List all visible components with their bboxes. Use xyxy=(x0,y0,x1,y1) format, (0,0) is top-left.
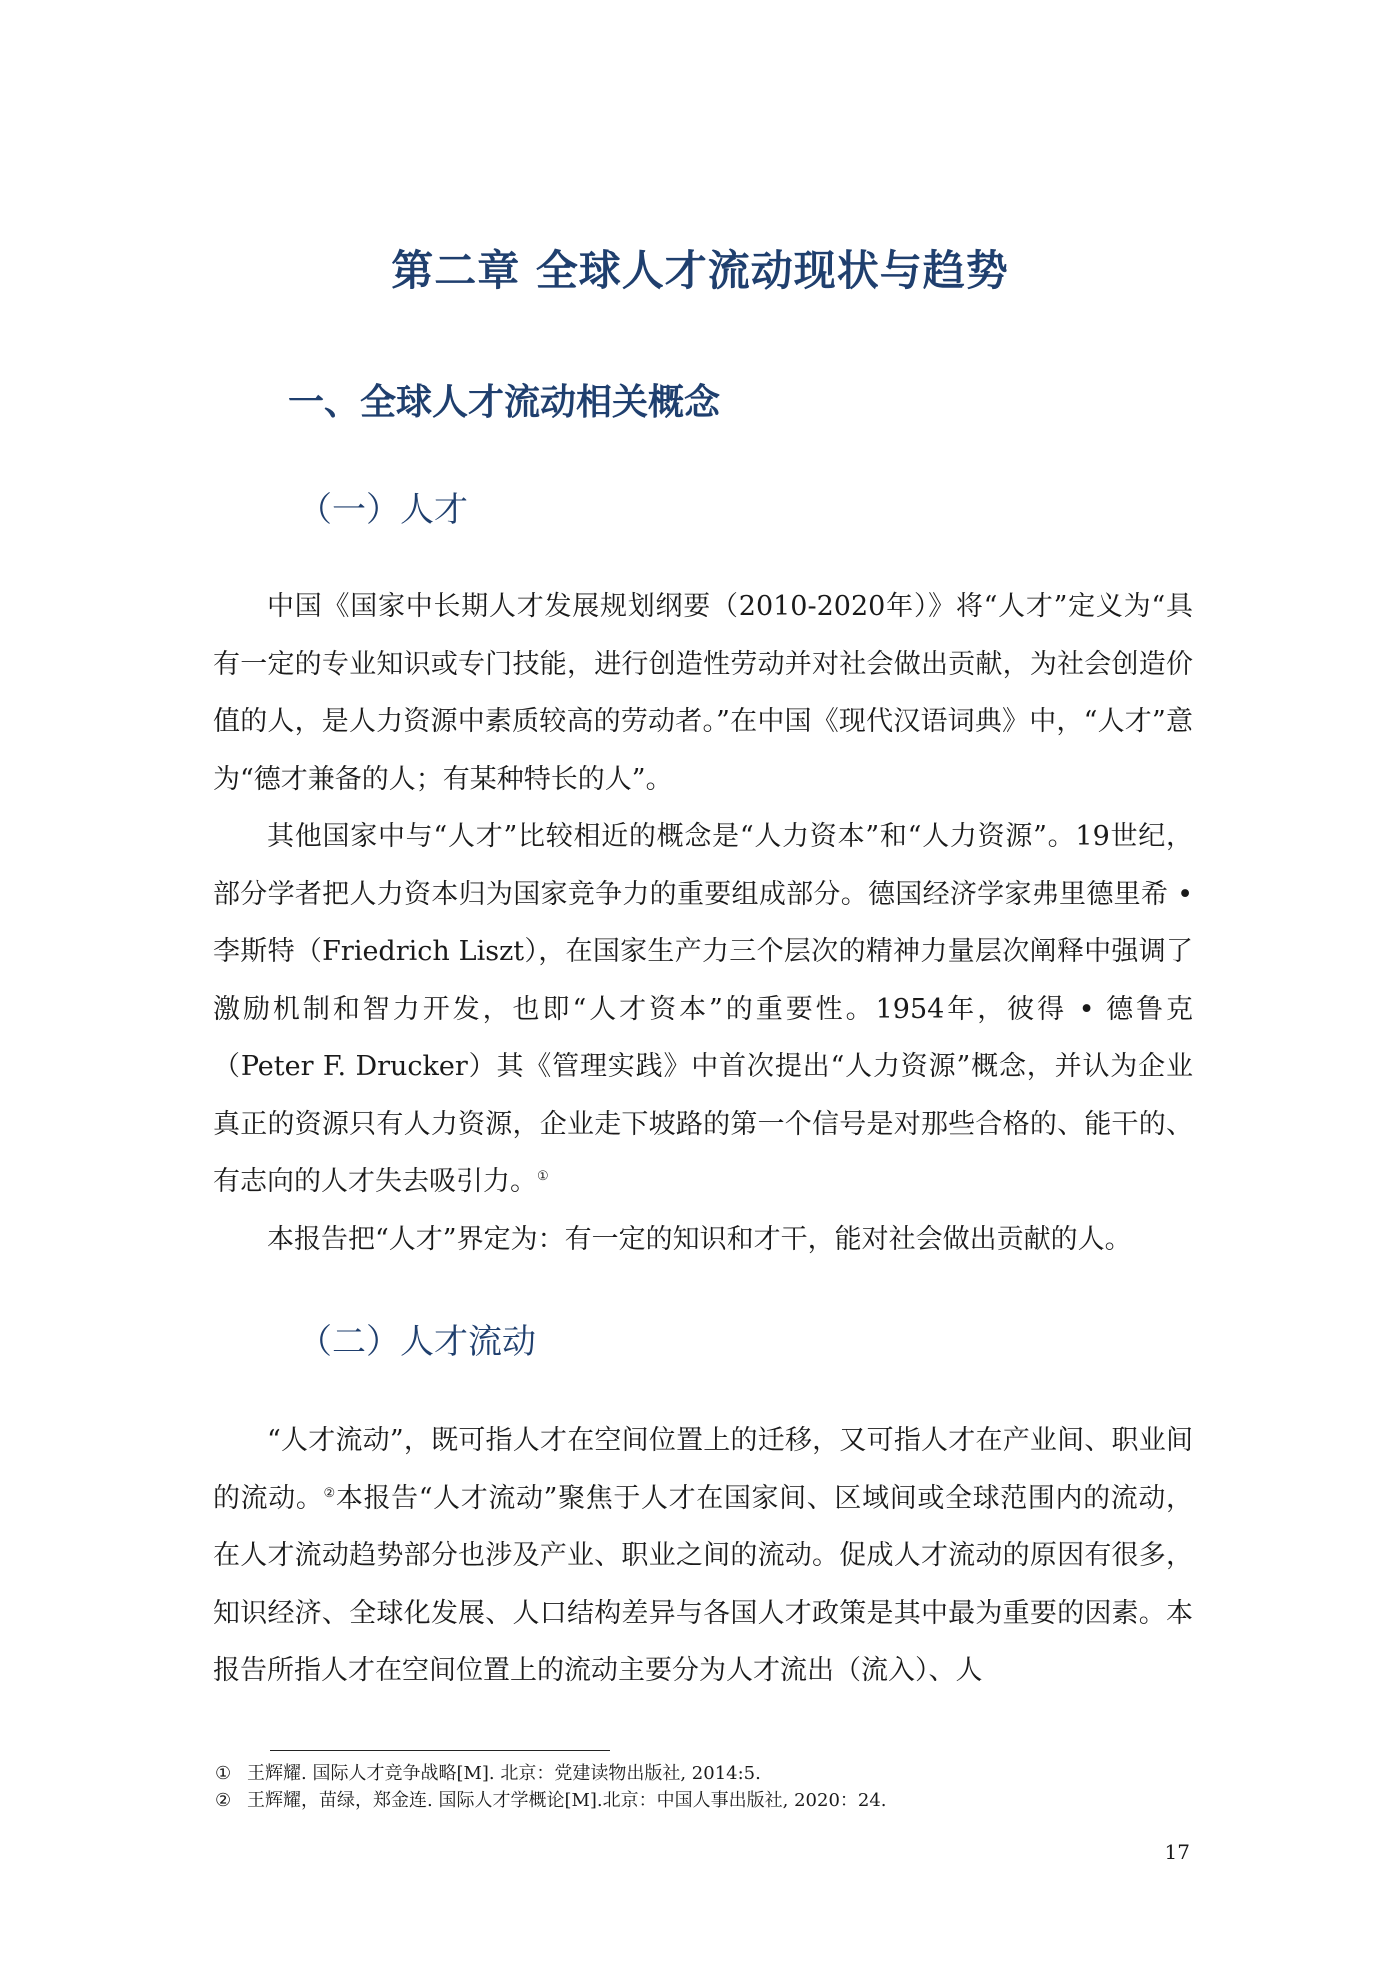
subsection-title-talent: （一）人才 xyxy=(298,490,468,530)
footnote-text: 王辉耀. 国际人才竞争战略[M]. 北京：党建读物出版社, 2014:5. xyxy=(247,1763,761,1784)
footnote-mark: ① xyxy=(215,1763,232,1784)
paragraph xyxy=(213,578,1193,808)
paragraph xyxy=(213,1211,1193,1269)
subsection-body-talent xyxy=(213,578,1193,1268)
paragraph-text: 本报告“人才流动”聚焦于人才在国家间、区域间或全球范围内的流动，在人才流动趋势部分也涉及产业、职业之间的流动。促成人才流动的原因有很多，知识经济、全球化发展、人口结构差异与各国人才政策是其中最为重要的因素。本报告所指人才在空间位置上的流动主要分为人才流出（流入）、人 xyxy=(213,1482,1194,1686)
subsection-title-talent-mobility: （二）人才流动 xyxy=(298,1322,536,1362)
footnote-reference: ② xyxy=(323,1485,336,1501)
paragraph-text: 中国《国家中长期人才发展规划纲要（2010-2020年）》将“人才”定义为“具有一定的专业知识或专门技能，进行创造性劳动并对社会做出贡献，为社会创造价值的人，是人力资源中素质较高的劳动者。”在中国《现代汉语词典》中，“人才”意为“德才兼备的人；有某种特长的人”。 xyxy=(213,591,1193,795)
section-title: 一、全球人才流动相关概念 xyxy=(288,382,721,423)
paragraph-text: 其他国家中与“人才”比较相近的概念是“人力资本”和“人力资源”。19世纪，部分学者把人力资本归为国家竞争力的重要组成部分。德国经济学家弗里德里希 • 李斯特（Friedrich Liszt），在国家生产力三个层次的精神力量层次阐释中强调了激励机制和智力开发，也即“人才资本”的重要性。1954年，彼得 • 德鲁克（Peter F. Drucker）其《管理实践》中首次提出“人力资源”概念，并认为企业真正的资源只有人力资源，企业走下坡路的第一个信号是对那些合格的、能干的、有志向的人才失去吸引力。 xyxy=(213,821,1193,1197)
footnote-mark: ② xyxy=(215,1790,232,1811)
footnote-item xyxy=(215,1760,1195,1787)
page-number: 17 xyxy=(1164,1840,1190,1864)
footnote-divider xyxy=(270,1750,610,1751)
subsection-body-talent-mobility xyxy=(213,1412,1193,1700)
footnote-text: 王辉耀，苗绿，郑金连. 国际人才学概论[M].北京：中国人事出版社, 2020：24. xyxy=(247,1790,887,1811)
footnotes xyxy=(215,1760,1195,1814)
paragraph xyxy=(213,808,1193,1211)
footnote-reference: ① xyxy=(537,1169,549,1184)
footnote-item xyxy=(215,1787,1195,1814)
paragraph-text: “人才流动”，既可指人才在空间位置上的迁移，又可指人才在产业间、职业间的流动。 xyxy=(213,1425,1193,1514)
chapter-title: 第二章 全球人才流动现状与趋势 xyxy=(391,246,1009,295)
paragraph-text: 本报告把“人才”界定为：有一定的知识和才干，能对社会做出贡献的人。 xyxy=(267,1223,1132,1255)
paragraph xyxy=(213,1412,1193,1700)
